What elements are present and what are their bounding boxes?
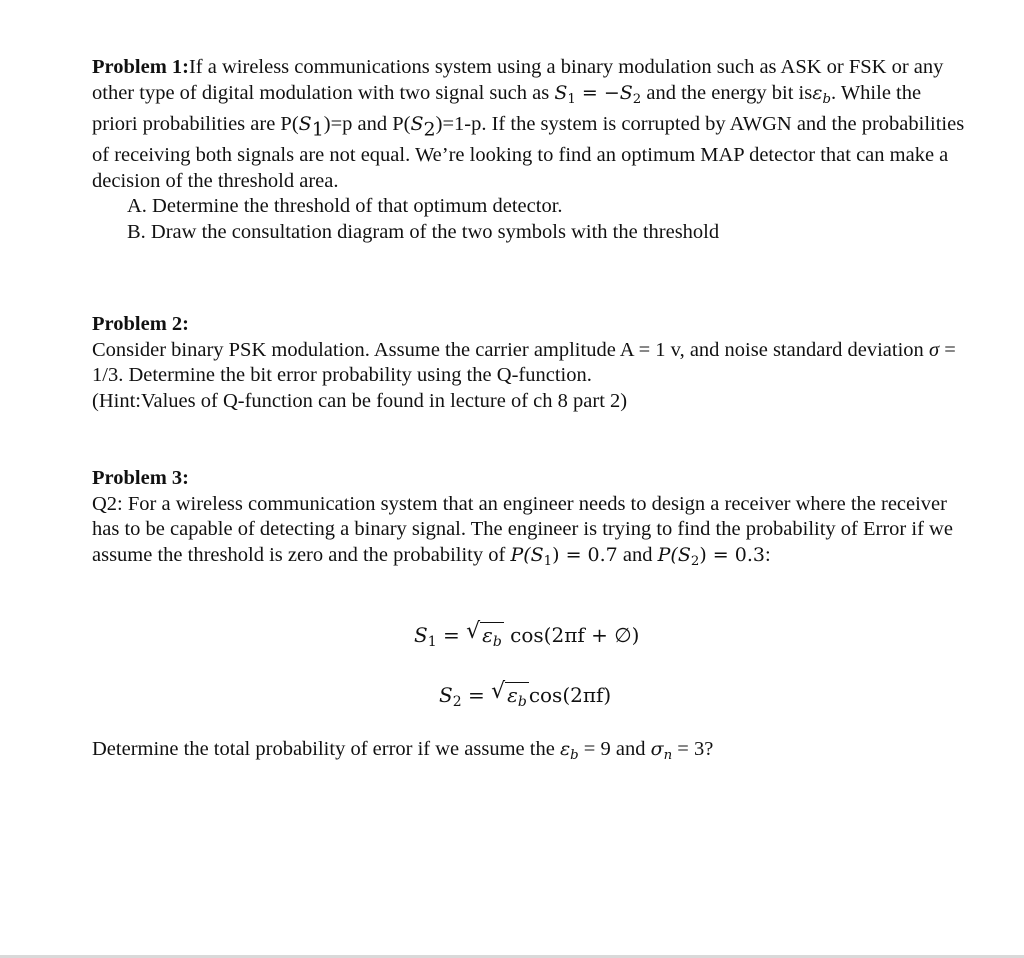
sqrt-symbol: √ $\varepsilon_b$ <box>466 619 502 651</box>
problem-2-hint: (Hint:Values of Q-function can be found in lecture of ch 8 part 2) <box>92 389 628 412</box>
problem-3-text: Q2: For a wireless communication system that an engineer needs to design a receiver where the receiver has to be capable of detecting a binary signal. The engineer is trying to find the probability of Error if we assume the threshold is zero and the probability of $P(S_1) = 0.7$ and $P(S_2) = 0.3$: <box>92 492 953 569</box>
subquestion-b: B. Draw the consultation diagram of the two symbols with the threshold <box>127 220 720 243</box>
equation-s2: $S_2$ = √ $\varepsilon_b$ cos(2πf) <box>439 679 612 711</box>
problem-2-label: Problem 2: <box>92 313 189 335</box>
problem-3 <box>92 466 967 574</box>
subquestion-a: A. Determine the threshold of that optimum detector. <box>127 195 563 218</box>
problem-2-text: Consider binary PSK modulation. Assume the carrier amplitude A = 1 v, and noise standard deviation σ = 1/3. Determine the bit error probability using the Q-function. <box>92 338 956 386</box>
sqrt-symbol: √ $\varepsilon_b$ <box>491 679 527 711</box>
problem-2 <box>92 312 967 414</box>
problem-3-label: Problem 3: <box>92 467 189 489</box>
equation-s1: $S_1$ = √ $\varepsilon_b$ cos(2πf + ∅) <box>414 619 640 651</box>
problem-1 <box>92 55 967 245</box>
problem-1-text: Problem 1:If a wireless communications system using a binary modulation such as ASK or FSK or any other type of digital modulation with two signal such as $S_1 = -S_2$ and the energy bit isε$_b$. While the priori probabilities are $P(S_1)=p$ and $P(S_2)=1-p$. If the system is corrupted by AWGN and the probabilities of receiving both signals are not equal. We’re looking to find an optimum MAP detector that can make a decision of the threshold area. <box>92 56 965 192</box>
problem-3-question: Determine the total probability of error if we assume the $\varepsilon_b = 9$ and $\sigma_n = 3$? <box>92 738 714 763</box>
problem-1-subquestions <box>127 194 967 245</box>
problem-1-label: Problem 1: <box>92 56 189 78</box>
